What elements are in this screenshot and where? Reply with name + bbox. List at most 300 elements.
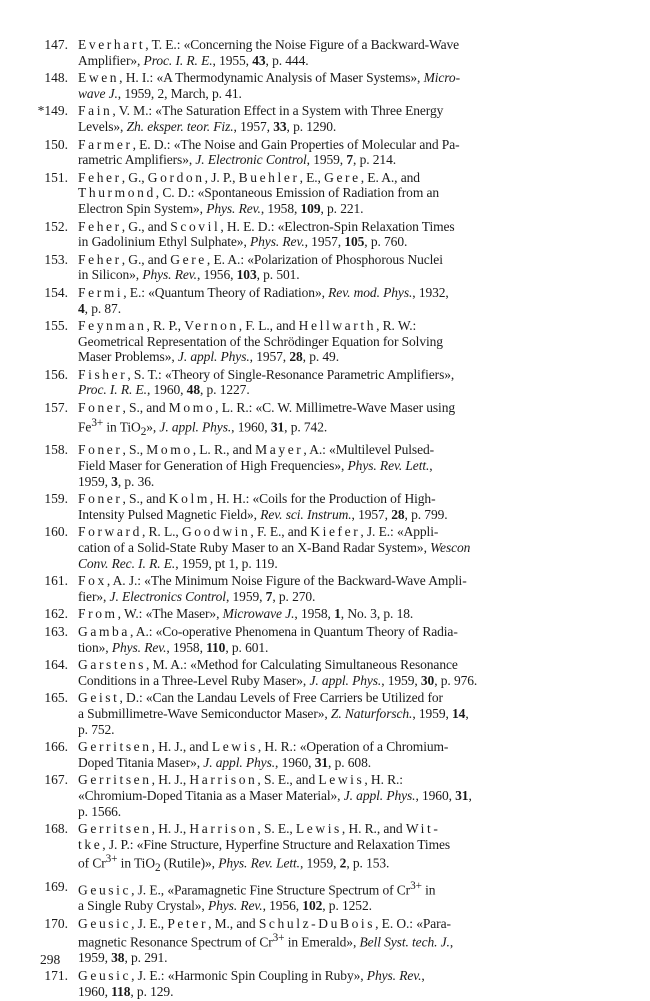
text-run: , 1959, — [306, 152, 347, 168]
reference-entry — [0, 573, 650, 604]
reference-line — [78, 804, 610, 820]
text-run: , 1932, — [412, 284, 449, 300]
reference-line — [78, 349, 610, 365]
text-run: , 1957, — [233, 118, 274, 134]
reference-line — [78, 984, 610, 1000]
text-run: in — [421, 882, 436, 898]
text-run: , M., and — [208, 915, 259, 931]
text-run: in Silicon», — [78, 267, 143, 283]
text-run: Intensity Pulsed Magnetic Field», — [78, 506, 261, 522]
text-run: , H. H.: «Coils for the Production of High- — [209, 491, 436, 507]
author-surname: Forward — [78, 524, 142, 540]
text-run: , p. 291. — [124, 950, 168, 966]
text-run: , G., and — [121, 251, 171, 267]
author-surname: Feher — [78, 169, 122, 185]
text-run: , A.: «Multilevel Pulsed- — [303, 442, 435, 458]
author-surname: Momo — [168, 400, 216, 416]
text-run: magnetic Resonance Spectrum of Cr — [78, 934, 273, 950]
text-run: fier», — [78, 588, 110, 604]
text-run: 1959, — [78, 473, 112, 489]
text-run: , 1959, pt 1, p. 119. — [175, 555, 278, 571]
author-surname: Harrison — [189, 772, 258, 788]
author-surname: Geusic — [78, 968, 132, 984]
text-run: , 1960, — [415, 787, 456, 803]
journal-title: Micro- — [423, 70, 460, 86]
journal-title: J. appl. Phys. — [177, 349, 250, 365]
author-surname: Scovil — [170, 218, 221, 234]
text-run: p. 752. — [78, 721, 115, 737]
text-run: , S. T.: «Theory of Single-Resonance Parametric Amplifiers», — [127, 366, 455, 382]
reference-line — [78, 755, 610, 771]
reference-number: 154. — [44, 284, 68, 300]
author-surname: Gamba — [78, 623, 130, 639]
text-run: , p. 742. — [284, 419, 328, 435]
text-run: , p. 1290. — [286, 118, 337, 134]
text-run: , E. A.: «Polarization of Phosphorous Nuclei — [206, 251, 443, 267]
reference-line — [78, 474, 610, 490]
reference-line — [78, 624, 610, 640]
reference-text — [78, 968, 610, 999]
author-surname: Gere — [324, 169, 361, 185]
journal-title: Phys. Rev. — [111, 639, 167, 655]
reference-number: 166. — [44, 739, 68, 755]
author-surname: Gerritsen — [78, 739, 152, 755]
journal-title: Proc. I. R. E. — [78, 382, 147, 398]
reference-text — [78, 400, 610, 440]
reference-entry — [0, 442, 650, 489]
reference-text — [78, 37, 610, 68]
text-run: , No. 3, p. 18. — [340, 606, 414, 622]
text-run: , — [468, 787, 472, 803]
reference-line — [78, 137, 610, 153]
author-surname: Ewen — [78, 70, 120, 86]
author-surname: Vernon — [184, 318, 239, 334]
text-run: , — [421, 968, 425, 984]
reference-entry — [0, 367, 650, 398]
reference-number: 157. — [44, 400, 68, 416]
volume-number: 3 — [111, 473, 118, 489]
text-run: , J. E.: «Appli- — [360, 524, 439, 540]
journal-title: Phys. Rev. — [366, 968, 422, 984]
reference-line — [78, 318, 610, 334]
text-run: , p. 601. — [225, 639, 269, 655]
author-surname: Harrison — [189, 821, 258, 837]
reference-entry — [0, 70, 650, 101]
reference-text — [78, 916, 610, 966]
text-run: , p. 799. — [404, 506, 448, 522]
journal-title: Rev. mod. Phys. — [328, 284, 413, 300]
reference-line — [78, 916, 610, 932]
text-run: , p. 129. — [130, 983, 174, 999]
text-run: , H. E. D.: «Electron-Spin Relaxation Times — [220, 218, 455, 234]
reference-line — [78, 53, 610, 69]
subscript: 2 — [140, 425, 147, 438]
text-run: , 1959, — [299, 855, 340, 871]
reference-number: 171. — [44, 968, 68, 984]
reference-entry — [0, 170, 650, 217]
text-run: , G., and — [121, 218, 171, 234]
reference-text — [78, 103, 610, 134]
journal-title: J. appl. Phys. — [203, 754, 276, 770]
text-run: , p. 1227. — [199, 382, 250, 398]
reference-text — [78, 219, 610, 250]
reference-text — [78, 252, 610, 283]
text-run: , G., — [121, 169, 148, 185]
reference-line — [78, 252, 610, 268]
reference-line — [78, 119, 610, 135]
text-run: , p. 760. — [364, 234, 408, 250]
text-run: , 1957, — [249, 349, 290, 365]
author-surname: Feher — [78, 251, 122, 267]
reference-line — [78, 234, 610, 250]
text-run: Maser Problems», — [78, 349, 178, 365]
author-surname: Buehler — [238, 169, 300, 185]
reference-entry — [0, 103, 650, 134]
reference-number: 169. — [44, 879, 68, 895]
reference-line — [78, 219, 610, 235]
text-run: , p. 49. — [302, 349, 339, 365]
text-run: , p. 221. — [320, 200, 364, 216]
text-run: tion», — [78, 639, 112, 655]
reference-text — [78, 70, 610, 101]
author-surname: Fain — [78, 103, 113, 119]
reference-line — [78, 301, 610, 317]
volume-number: 28 — [289, 349, 303, 365]
text-run: , p. 976. — [434, 672, 478, 688]
text-run: , 1956, — [196, 267, 237, 283]
reference-text — [78, 879, 610, 914]
author-surname: Wit- — [405, 821, 441, 837]
author-surname: Foner — [78, 442, 123, 458]
reference-line — [78, 152, 610, 168]
author-surname: Gerritsen — [78, 772, 152, 788]
reference-line — [78, 170, 610, 186]
reference-line — [78, 706, 610, 722]
text-run: , C. D.: «Spontaneous Emission of Radiation from an — [155, 185, 440, 201]
text-run: , H. R.: — [364, 772, 403, 788]
text-run: , — [449, 934, 454, 950]
volume-number: 109 — [300, 200, 321, 216]
reference-line — [78, 722, 610, 738]
reference-text — [78, 137, 610, 168]
author-surname: Hellwarth — [298, 318, 377, 334]
reference-entry — [0, 916, 650, 966]
author-surname: Kiefer — [310, 524, 361, 540]
text-run: , A.: «Co-operative Phenomena in Quantum Theory of Radia- — [129, 623, 458, 639]
reference-number: 163. — [44, 623, 68, 639]
reference-entry — [0, 318, 650, 365]
reference-line — [78, 201, 610, 217]
text-run: Geometrical Representation of the Schrödinger Equation for Solving — [78, 333, 443, 349]
reference-line — [78, 931, 610, 950]
reference-line — [78, 86, 610, 102]
text-run: Conditions in a Three-Level Ruby Maser», — [78, 672, 310, 688]
author-surname: Goodwin — [181, 524, 251, 540]
volume-number: 31 — [455, 787, 469, 803]
text-run: , 1959, — [225, 588, 266, 604]
reference-line — [78, 442, 610, 458]
volume-number: 103 — [236, 267, 257, 283]
author-surname: From — [78, 606, 118, 622]
reference-line — [78, 103, 610, 119]
reference-entry — [0, 624, 650, 655]
text-run: p. 1566. — [78, 803, 122, 819]
reference-number: 158. — [44, 442, 68, 458]
author-surname: Garstens — [78, 657, 147, 673]
text-run: in Gadolinium Ethyl Sulphate», — [78, 234, 251, 250]
text-run: «Chromium-Doped Titania as a Maser Material», — [78, 787, 344, 803]
reference-text — [78, 606, 610, 622]
journal-title: J. Electronics Control — [109, 588, 226, 604]
text-run: , — [429, 458, 433, 474]
author-surname: Kolm — [168, 491, 210, 507]
author-surname: tke — [78, 836, 103, 852]
reference-number: 148. — [44, 70, 68, 86]
reference-text — [78, 690, 610, 737]
reference-entry — [0, 606, 650, 622]
journal-title: Bell Syst. tech. J. — [359, 934, 450, 950]
reference-entry — [0, 219, 650, 250]
journal-title: Phys. Rev. — [206, 200, 261, 216]
journal-title: Zh. eksper. teor. Fiz. — [126, 118, 234, 134]
text-run: in TiO — [117, 855, 155, 871]
journal-title: wave J. — [78, 85, 118, 101]
author-surname: Geist — [78, 690, 120, 706]
reference-line — [78, 589, 610, 605]
author-surname: Gere — [170, 251, 207, 267]
author-surname: Farmer — [78, 136, 133, 152]
text-run: , F. E., and — [250, 524, 311, 540]
author-surname: Foner — [78, 400, 123, 416]
superscript: 3+ — [91, 416, 104, 429]
reference-line — [78, 37, 610, 53]
reference-number: 150. — [44, 136, 68, 152]
reference-line — [78, 879, 610, 898]
reference-text — [78, 442, 610, 489]
text-run: , 1955, — [212, 52, 253, 68]
volume-number: 43 — [252, 52, 266, 68]
author-surname: Feynman — [78, 318, 147, 334]
reference-number: 167. — [44, 772, 68, 788]
reference-line — [78, 573, 610, 589]
journal-title: Microwave J. — [222, 606, 295, 622]
reference-number: 151. — [44, 169, 68, 185]
volume-number: 38 — [111, 950, 125, 966]
text-run: Fe — [78, 419, 92, 435]
reference-text — [78, 624, 610, 655]
text-run: , E. O.: «Para- — [375, 915, 451, 931]
reference-entry — [0, 772, 650, 819]
reference-text — [78, 657, 610, 688]
text-run: , 1960, — [275, 754, 315, 770]
text-run: of Cr — [78, 855, 106, 871]
page-number: 298 — [40, 952, 61, 967]
reference-line — [78, 524, 610, 540]
author-surname: Foner — [78, 491, 123, 507]
subscript: 2 — [155, 862, 161, 875]
text-run: , H. J., and — [151, 739, 212, 755]
text-run: Electron Spin System», — [78, 200, 207, 216]
text-run: cation of a Solid-State Ruby Maser to an X-Band Radar System», — [78, 540, 431, 555]
reference-line — [78, 950, 610, 966]
text-run: in Emerald», — [284, 934, 360, 950]
superscript: 3+ — [410, 880, 422, 893]
reference-line — [78, 657, 610, 673]
author-surname: Fermi — [78, 284, 124, 300]
reference-line — [78, 837, 610, 853]
text-run: , S. E., — [257, 821, 296, 837]
journal-title: Phys. Rev. — [142, 267, 197, 283]
reference-number: 152. — [44, 218, 68, 234]
author-surname: Peter — [167, 915, 209, 931]
journal-title: Phys. Rev. — [250, 234, 305, 250]
reference-text — [78, 573, 610, 604]
reference-entry — [0, 968, 650, 999]
text-run: , L. R.: «C. W. Millimetre-Wave Maser using — [215, 400, 456, 416]
volume-number: 31 — [270, 419, 285, 435]
volume-number: 31 — [314, 754, 329, 770]
text-run: , E.: «Quantum Theory of Radiation», — [123, 284, 329, 300]
author-surname: Geusic — [78, 882, 132, 898]
volume-number: 105 — [344, 234, 365, 250]
text-run: 1959, — [78, 950, 112, 966]
text-run: , J. E.: «Harmonic Spin Coupling in Ruby», — [131, 968, 367, 984]
text-run: , p. 153. — [346, 855, 390, 871]
text-run: (Rutile)», — [160, 855, 219, 871]
reference-line — [78, 690, 610, 706]
text-run: in TiO — [103, 419, 141, 435]
text-run: , 1958, — [260, 200, 301, 216]
journal-title: Wescon — [430, 540, 471, 555]
reference-entry — [0, 137, 650, 168]
text-run: , 1960, — [231, 419, 271, 435]
text-run: rametric Amplifiers», — [78, 152, 196, 168]
text-run: , E. A., and — [360, 169, 420, 185]
text-run: , S., — [122, 442, 147, 458]
reference-entry — [0, 252, 650, 283]
text-run: , W.: «The Maser», — [117, 606, 223, 622]
text-run: , p. 270. — [272, 588, 316, 604]
reference-line — [78, 458, 610, 474]
author-surname: Momo — [146, 442, 193, 458]
text-run: , E., — [299, 169, 325, 185]
reference-entry — [0, 400, 650, 440]
text-run: 1960, — [78, 983, 112, 999]
text-run: , J. E., — [131, 915, 168, 931]
text-run: , L. R., and — [192, 442, 256, 458]
journal-title: J. appl. Phys. — [343, 787, 416, 803]
text-run: , 1957, — [304, 234, 345, 250]
reference-entry — [0, 524, 650, 571]
text-run: , H. J., — [151, 821, 190, 837]
author-surname: Fisher — [78, 366, 128, 382]
journal-title: Phys. Rev. Lett. — [347, 458, 430, 474]
text-run: , F. L., and — [238, 318, 299, 334]
reference-line — [78, 540, 610, 556]
reference-line — [78, 556, 610, 572]
author-surname: Thurmond — [78, 185, 156, 201]
text-run: , p. 608. — [328, 754, 372, 770]
text-run: , A. J.: «The Minimum Noise Figure of the Backward-Wave Ampli- — [106, 573, 467, 589]
reference-number: 156. — [44, 366, 68, 382]
volume-number: 14 — [452, 705, 466, 721]
reference-text — [78, 285, 610, 316]
superscript: 3+ — [105, 853, 118, 866]
reference-text — [78, 170, 610, 217]
volume-number: 7 — [265, 588, 273, 604]
reference-text — [78, 772, 610, 819]
text-run: , p. 87. — [84, 300, 121, 316]
text-run: , p. 501. — [256, 267, 300, 283]
reference-line — [78, 491, 610, 507]
reference-text — [78, 491, 610, 522]
reference-entry — [0, 739, 650, 770]
reference-line — [78, 334, 610, 350]
text-run: , R. P., — [146, 318, 185, 334]
text-run: , J. P., — [204, 169, 239, 185]
text-run: , 1958, — [166, 639, 207, 655]
reference-number: 159. — [44, 491, 68, 507]
reference-number: 153. — [44, 251, 68, 267]
text-run: », — [146, 419, 160, 435]
text-run: , T. E.: «Concerning the Noise Figure of a Backward-Wave — [145, 37, 460, 52]
reference-number: *149. — [37, 103, 68, 119]
reference-number: 162. — [44, 606, 68, 622]
reference-line — [78, 640, 610, 656]
text-run: , H. R.: «Operation of a Chromium- — [257, 739, 449, 755]
superscript: 3+ — [272, 932, 285, 945]
reference-line — [78, 367, 610, 383]
author-surname: Mayer — [255, 442, 304, 458]
text-run: , p. 444. — [265, 52, 309, 68]
reference-number: 160. — [44, 524, 68, 540]
author-surname: Schulz-DuBois — [258, 915, 376, 931]
reference-number: 168. — [44, 821, 68, 837]
reference-line — [78, 739, 610, 755]
text-run: , 1956, — [262, 898, 303, 914]
reference-number: 155. — [44, 318, 68, 334]
author-surname: Everhart — [78, 37, 146, 52]
reference-list — [0, 37, 650, 1001]
reference-line — [78, 788, 610, 804]
volume-number: 33 — [273, 118, 287, 134]
reference-line — [78, 606, 610, 622]
text-run: , p. 36. — [117, 473, 155, 489]
author-surname: Lewis — [211, 739, 258, 755]
text-run: , H. I.: «A Thermodynamic Analysis of Maser Systems», — [119, 70, 424, 86]
reference-entry — [0, 37, 650, 68]
text-run: , H. J., — [151, 772, 190, 788]
journal-title: Phys. Rev. — [207, 898, 263, 914]
volume-number: 102 — [302, 898, 323, 914]
reference-text — [78, 524, 610, 571]
text-run: , 1958, — [294, 606, 335, 622]
reference-line — [78, 185, 610, 201]
text-run: , 1959, — [381, 672, 421, 688]
text-run: , p. 1252. — [322, 898, 372, 914]
author-surname: Gordon — [147, 169, 205, 185]
text-run: , 1959, 2, March, p. 41. — [117, 85, 242, 101]
journal-title: Z. Naturforsch. — [330, 705, 413, 721]
reference-line — [78, 968, 610, 984]
reference-line — [78, 852, 610, 877]
reference-text — [78, 739, 610, 770]
text-run: Doped Titania Maser», — [78, 754, 204, 770]
text-run: a Submillimetre-Wave Semiconductor Maser», — [78, 705, 331, 721]
reference-line — [78, 382, 610, 398]
text-run: , S. E., and — [257, 772, 319, 788]
text-run: , R. W.: — [376, 318, 417, 334]
